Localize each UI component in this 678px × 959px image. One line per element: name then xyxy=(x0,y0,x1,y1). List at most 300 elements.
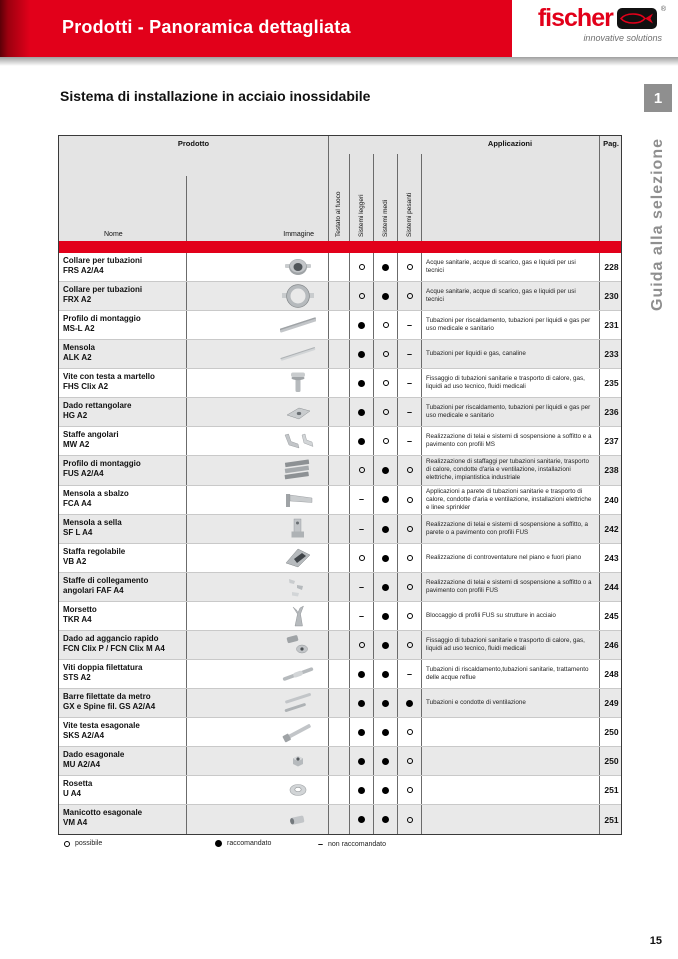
table-header xyxy=(59,136,621,241)
col-header-medium-systems: Sistemi medi xyxy=(382,199,389,237)
mark-medium xyxy=(373,631,397,659)
product-code: FUS A2/A4 xyxy=(63,469,104,479)
table-red-divider xyxy=(59,241,621,253)
column-divider xyxy=(186,176,187,241)
bracket-alk-icon xyxy=(280,341,316,367)
mark-heavy xyxy=(397,602,421,630)
product-name: Collare per tubazioni xyxy=(63,256,143,265)
mark-fire xyxy=(328,427,349,455)
mark-fire xyxy=(328,660,349,688)
mark-fire xyxy=(328,398,349,426)
mark-light xyxy=(349,311,373,339)
mark-light xyxy=(349,253,373,281)
hammer-head-screw-icon xyxy=(280,370,316,396)
mark-light xyxy=(349,718,373,746)
product-image-cell xyxy=(186,573,328,601)
product-code: VM A4 xyxy=(63,818,88,828)
mark-medium xyxy=(373,660,397,688)
table-row xyxy=(59,282,621,311)
page-ref: 228 xyxy=(599,253,623,281)
mark-fire xyxy=(328,805,349,834)
recommended-mark-icon xyxy=(358,671,365,678)
mark-medium xyxy=(373,456,397,485)
mark-fire xyxy=(328,776,349,804)
table-row xyxy=(59,311,621,340)
product-image-cell xyxy=(186,282,328,310)
product-name-cell xyxy=(59,689,186,717)
application-text: Applicazioni a parete di tubazioni sanitarie e trasporto di calore, condotte d'aria e ventilazione, installazioni elettriche e linee sprinkler xyxy=(421,486,599,515)
not-recommended-mark-icon: – xyxy=(406,377,412,388)
product-name-cell xyxy=(59,718,186,746)
application-text xyxy=(421,718,599,746)
not-recommended-mark-icon: – xyxy=(358,523,364,534)
product-code: MW A2 xyxy=(63,440,90,450)
possible-mark-icon xyxy=(407,467,413,473)
mark-light xyxy=(349,805,373,834)
page-ref: 248 xyxy=(599,660,623,688)
mark-fire xyxy=(328,515,349,543)
product-code: U A4 xyxy=(63,789,81,799)
product-name: Mensola xyxy=(63,343,96,352)
application-text xyxy=(421,747,599,775)
mark-heavy xyxy=(397,660,421,688)
product-name: Rosetta xyxy=(63,779,93,789)
product-name: Manicotto esagonale xyxy=(63,808,143,818)
mark-medium xyxy=(373,398,397,426)
product-image-cell xyxy=(186,747,328,775)
product-name-cell xyxy=(59,631,186,659)
product-code: STS A2 xyxy=(63,673,91,683)
mounting-rails-fus-icon xyxy=(280,457,316,483)
mark-medium xyxy=(373,602,397,630)
recommended-mark-icon xyxy=(382,467,389,474)
product-image-cell xyxy=(186,660,328,688)
brand-tagline: innovative solutions xyxy=(583,33,662,43)
product-name-cell xyxy=(59,805,186,834)
product-name-cell xyxy=(59,369,186,397)
mark-light xyxy=(349,747,373,775)
recommended-mark-icon xyxy=(215,840,222,847)
product-image-cell xyxy=(186,369,328,397)
mark-heavy xyxy=(397,776,421,804)
recommended-mark-icon xyxy=(358,758,365,765)
mark-heavy xyxy=(397,805,421,834)
product-name-cell xyxy=(59,573,186,601)
mark-heavy xyxy=(397,369,421,397)
table-row xyxy=(59,398,621,427)
section-title: Sistema di installazione in acciaio inossidabile xyxy=(60,88,371,104)
recommended-mark-icon xyxy=(358,322,365,329)
mark-fire xyxy=(328,602,349,630)
table-row xyxy=(59,660,621,689)
mark-light xyxy=(349,456,373,485)
recommended-mark-icon xyxy=(382,729,389,736)
rectangular-nut-icon xyxy=(280,399,316,425)
possible-mark-icon xyxy=(383,409,389,415)
possible-mark-icon xyxy=(359,264,365,270)
application-text: Tubazioni di riscaldamento,tubazioni sanitarie, trattamento delle acque reflue xyxy=(421,660,599,688)
page-ref: 251 xyxy=(599,805,623,834)
possible-mark-icon xyxy=(407,613,413,619)
page-number: 15 xyxy=(649,935,662,947)
mark-medium xyxy=(373,515,397,543)
product-code: VB A2 xyxy=(63,557,87,567)
mark-heavy xyxy=(397,253,421,281)
product-name-cell xyxy=(59,747,186,775)
mark-fire xyxy=(328,340,349,368)
hex-sleeve-icon xyxy=(280,807,316,833)
connector-angles-icon xyxy=(280,574,316,600)
possible-mark-icon xyxy=(383,380,389,386)
table-row xyxy=(59,718,621,747)
mark-fire xyxy=(328,456,349,485)
legend-item xyxy=(215,840,271,847)
pipe-claw-icon xyxy=(280,603,316,629)
possible-mark-icon xyxy=(407,642,413,648)
product-name-cell xyxy=(59,340,186,368)
recommended-mark-icon xyxy=(358,351,365,358)
application-text: Realizzazione di telai e sistemi di sospensione a soffitto o a pavimento con profili FUS xyxy=(421,573,599,601)
product-name: Morsetto xyxy=(63,605,97,615)
page-ref: 249 xyxy=(599,689,623,717)
possible-mark-icon xyxy=(383,438,389,444)
product-name-cell xyxy=(59,456,186,485)
page-ref: 235 xyxy=(599,369,623,397)
recommended-mark-icon xyxy=(358,380,365,387)
product-code: SKS A2/A4 xyxy=(63,731,105,741)
page-ref: 236 xyxy=(599,398,623,426)
product-name: Staffa regolabile xyxy=(63,547,126,557)
not-recommended-mark-icon: – xyxy=(406,668,412,679)
table-rows xyxy=(59,253,621,834)
hex-head-screw-icon xyxy=(280,719,316,745)
not-recommended-mark-icon: – xyxy=(358,494,364,505)
mark-medium xyxy=(373,718,397,746)
product-name-cell xyxy=(59,486,186,515)
recommended-mark-icon xyxy=(382,816,389,823)
possible-mark-icon xyxy=(407,729,413,735)
mark-heavy xyxy=(397,747,421,775)
page-ref: 242 xyxy=(599,515,623,543)
not-recommended-mark-icon: – xyxy=(358,581,364,592)
mark-heavy xyxy=(397,311,421,339)
possible-mark-icon xyxy=(407,526,413,532)
col-header-name: Nome xyxy=(104,231,123,238)
page-ref: 233 xyxy=(599,340,623,368)
product-name: Profilo di montaggio xyxy=(63,459,141,468)
column-divider xyxy=(421,154,422,241)
table-row xyxy=(59,369,621,398)
product-image-cell xyxy=(186,515,328,543)
possible-mark-icon xyxy=(359,293,365,299)
mark-light xyxy=(349,282,373,310)
mark-heavy xyxy=(397,718,421,746)
mark-medium xyxy=(373,486,397,515)
product-name: Vite testa esagonale xyxy=(63,721,140,731)
possible-mark-icon xyxy=(407,497,413,503)
mark-heavy xyxy=(397,544,421,572)
page-ref: 243 xyxy=(599,544,623,572)
mark-medium xyxy=(373,253,397,281)
brand-logo xyxy=(538,6,666,43)
page-title: Prodotti - Panoramica dettagliata xyxy=(62,17,351,37)
possible-mark-icon xyxy=(407,555,413,561)
legend-item xyxy=(318,840,386,849)
product-name: Staffe angolari xyxy=(63,430,119,439)
not-recommended-mark-icon: – xyxy=(406,406,412,417)
possible-mark-icon xyxy=(407,584,413,590)
mark-light xyxy=(349,689,373,717)
possible-mark-icon xyxy=(359,642,365,648)
mounting-rail-msl-icon xyxy=(280,312,316,338)
recommended-mark-icon xyxy=(358,409,365,416)
product-code: HG A2 xyxy=(63,411,88,421)
registered-mark: ® xyxy=(660,6,666,13)
mark-fire xyxy=(328,573,349,601)
column-divider xyxy=(599,136,600,241)
application-text: Realizzazione di staffaggi per tubazioni sanitarie, trasporto di calore, condotte d'aria e ventilazione, installazioni elettriche, impiantistica industriale xyxy=(421,456,599,485)
product-image-cell xyxy=(186,398,328,426)
possible-mark-icon xyxy=(383,351,389,357)
page-ref: 237 xyxy=(599,427,623,455)
mark-fire xyxy=(328,718,349,746)
recommended-mark-icon xyxy=(358,438,365,445)
possible-mark-icon xyxy=(407,817,413,823)
legend-item xyxy=(64,840,102,847)
product-name: Viti doppia filettatura xyxy=(63,663,143,673)
product-name-cell xyxy=(59,602,186,630)
product-image-cell xyxy=(186,340,328,368)
product-image-cell xyxy=(186,689,328,717)
product-name: Collare per tubazioni xyxy=(63,285,143,294)
mark-light xyxy=(349,660,373,688)
table-row xyxy=(59,805,621,834)
recommended-mark-icon xyxy=(358,729,365,736)
product-image-cell xyxy=(186,486,328,515)
header-band xyxy=(0,0,512,57)
table-row xyxy=(59,253,621,282)
recommended-mark-icon xyxy=(382,584,389,591)
product-name: Mensola a sella xyxy=(63,518,122,528)
legend-label: non raccomandato xyxy=(328,841,386,849)
recommended-mark-icon xyxy=(382,555,389,562)
mark-light xyxy=(349,515,373,543)
column-divider xyxy=(328,136,329,241)
mark-heavy xyxy=(397,427,421,455)
mark-heavy xyxy=(397,456,421,485)
mark-fire xyxy=(328,689,349,717)
product-code: FCA A4 xyxy=(63,498,92,508)
mark-medium xyxy=(373,776,397,804)
mark-light xyxy=(349,602,373,630)
mark-medium xyxy=(373,544,397,572)
possible-mark-icon xyxy=(407,293,413,299)
application-text: Acque sanitarie, acque di scarico, gas e liquidi per usi tecnici xyxy=(421,282,599,310)
product-code: MU A2/A4 xyxy=(63,760,101,770)
possible-mark-icon xyxy=(64,841,70,847)
product-name: Mensola a sbalzo xyxy=(63,488,129,498)
mark-heavy xyxy=(397,573,421,601)
table-row xyxy=(59,689,621,718)
product-image-cell xyxy=(186,456,328,485)
page-ref: 230 xyxy=(599,282,623,310)
product-name-cell xyxy=(59,427,186,455)
product-image-cell xyxy=(186,253,328,281)
product-name-cell xyxy=(59,282,186,310)
mark-light xyxy=(349,776,373,804)
cantilever-arm-icon xyxy=(280,487,316,513)
page-ref: 250 xyxy=(599,747,623,775)
product-code: FRX A2 xyxy=(63,295,92,305)
product-code: angolari FAF A4 xyxy=(63,586,124,596)
table-row xyxy=(59,515,621,544)
saddle-bracket-icon xyxy=(280,516,316,542)
mark-heavy xyxy=(397,631,421,659)
col-header-applications: Applicazioni xyxy=(487,139,533,148)
mark-light xyxy=(349,369,373,397)
recommended-mark-icon xyxy=(406,700,413,707)
brand-name: fischer xyxy=(537,4,613,32)
application-text: Fissaggio di tubazioni sanitarie e trasporto di calore, gas, liquidi ad uso tecnico, fluidi medicali xyxy=(421,369,599,397)
application-text: Realizzazione di telai e sistemi di sospensione a soffitto, a parete o a pavimento con profili FUS xyxy=(421,515,599,543)
hex-nut-icon xyxy=(280,748,316,774)
col-header-page: Pag. xyxy=(603,139,619,148)
mark-fire xyxy=(328,544,349,572)
product-name: Barre filettate da metro xyxy=(63,692,151,702)
fish-logo-icon xyxy=(617,8,657,29)
mark-medium xyxy=(373,282,397,310)
product-name: Vite con testa a martello xyxy=(63,372,155,381)
mark-medium xyxy=(373,689,397,717)
application-text xyxy=(421,805,599,834)
not-recommended-mark-icon: – xyxy=(318,839,324,850)
mark-light xyxy=(349,427,373,455)
selection-table-wrap xyxy=(58,135,622,854)
not-recommended-mark-icon: – xyxy=(358,610,364,621)
product-code: ALK A2 xyxy=(63,353,92,363)
mark-fire xyxy=(328,369,349,397)
mark-fire xyxy=(328,253,349,281)
page-ref: 245 xyxy=(599,602,623,630)
table-row xyxy=(59,747,621,776)
product-code: FCN Clix P / FCN Clix M A4 xyxy=(63,644,165,654)
product-name-cell xyxy=(59,776,186,804)
product-image-cell xyxy=(186,805,328,834)
product-code: SF L A4 xyxy=(63,528,93,538)
legend xyxy=(58,840,622,854)
application-text: Tubazioni per liquidi e gas, canaline xyxy=(421,340,599,368)
selection-table xyxy=(58,135,622,835)
mark-fire xyxy=(328,311,349,339)
table-row xyxy=(59,631,621,660)
product-image-cell xyxy=(186,602,328,630)
page-ref: 238 xyxy=(599,456,623,485)
recommended-mark-icon xyxy=(382,700,389,707)
possible-mark-icon xyxy=(407,264,413,270)
threaded-rods-icon xyxy=(280,690,316,716)
page-ref: 251 xyxy=(599,776,623,804)
mark-fire xyxy=(328,631,349,659)
recommended-mark-icon xyxy=(358,700,365,707)
product-code: MS-L A2 xyxy=(63,324,95,334)
legend-label: raccomandato xyxy=(227,840,272,848)
column-divider xyxy=(373,154,374,241)
not-recommended-mark-icon: – xyxy=(406,348,412,359)
quick-fastening-nut-icon xyxy=(280,632,316,658)
recommended-mark-icon xyxy=(382,671,389,678)
product-image-cell xyxy=(186,311,328,339)
product-image-cell xyxy=(186,427,328,455)
possible-mark-icon xyxy=(407,758,413,764)
mark-heavy xyxy=(397,282,421,310)
recommended-mark-icon xyxy=(382,613,389,620)
col-header-product: Prodotto xyxy=(177,139,210,148)
recommended-mark-icon xyxy=(382,496,389,503)
mark-medium xyxy=(373,573,397,601)
recommended-mark-icon xyxy=(382,526,389,533)
chapter-badge: 1 xyxy=(644,84,672,112)
product-name-cell xyxy=(59,253,186,281)
mark-heavy xyxy=(397,486,421,515)
table-row xyxy=(59,340,621,369)
product-code: TKR A4 xyxy=(63,615,92,625)
recommended-mark-icon xyxy=(382,293,389,300)
application-text: Tubazioni per riscaldamento, tubazioni per liquidi e gas per uso medicale e sanitario xyxy=(421,398,599,426)
table-row xyxy=(59,776,621,805)
application-text: Bloccaggio di profili FUS su strutture in acciaio xyxy=(421,602,599,630)
sidebar-label: Guida alla selezione xyxy=(649,138,666,311)
legend-label: possibile xyxy=(75,840,103,848)
recommended-mark-icon xyxy=(382,264,389,271)
product-name-cell xyxy=(59,660,186,688)
mark-medium xyxy=(373,427,397,455)
page-ref: 231 xyxy=(599,311,623,339)
application-text: Realizzazione di controventature nel piano e fuori piano xyxy=(421,544,599,572)
mark-light xyxy=(349,631,373,659)
product-name-cell xyxy=(59,398,186,426)
product-name: Staffe di collegamento xyxy=(63,576,149,586)
mark-light xyxy=(349,544,373,572)
col-header-image: Immagine xyxy=(283,231,314,238)
mark-light xyxy=(349,486,373,515)
mark-light xyxy=(349,573,373,601)
mark-fire xyxy=(328,747,349,775)
recommended-mark-icon xyxy=(358,787,365,794)
angle-brackets-icon xyxy=(280,428,316,454)
mark-heavy xyxy=(397,515,421,543)
recommended-mark-icon xyxy=(358,816,365,823)
product-name-cell xyxy=(59,515,186,543)
application-text: Fissaggio di tubazioni sanitarie e trasporto di calore, gas, liquidi ad uso tecnico, fluidi medicali xyxy=(421,631,599,659)
mark-light xyxy=(349,340,373,368)
product-image-cell xyxy=(186,776,328,804)
mark-light xyxy=(349,398,373,426)
product-image-cell xyxy=(186,544,328,572)
not-recommended-mark-icon: – xyxy=(406,319,412,330)
application-text: Acque sanitarie, acque di scarico, gas e liquidi per usi tecnici xyxy=(421,253,599,281)
mark-heavy xyxy=(397,689,421,717)
product-code: GX e Spine fil. GS A2/A4 xyxy=(63,702,156,712)
mark-medium xyxy=(373,369,397,397)
page-ref: 250 xyxy=(599,718,623,746)
product-name: Dado rettangolare xyxy=(63,401,132,410)
table-row xyxy=(59,427,621,456)
double-thread-screw-icon xyxy=(280,661,316,687)
product-name: Dado ad aggancio rapido xyxy=(63,634,159,644)
product-image-cell xyxy=(186,631,328,659)
mark-medium xyxy=(373,340,397,368)
possible-mark-icon xyxy=(359,467,365,473)
